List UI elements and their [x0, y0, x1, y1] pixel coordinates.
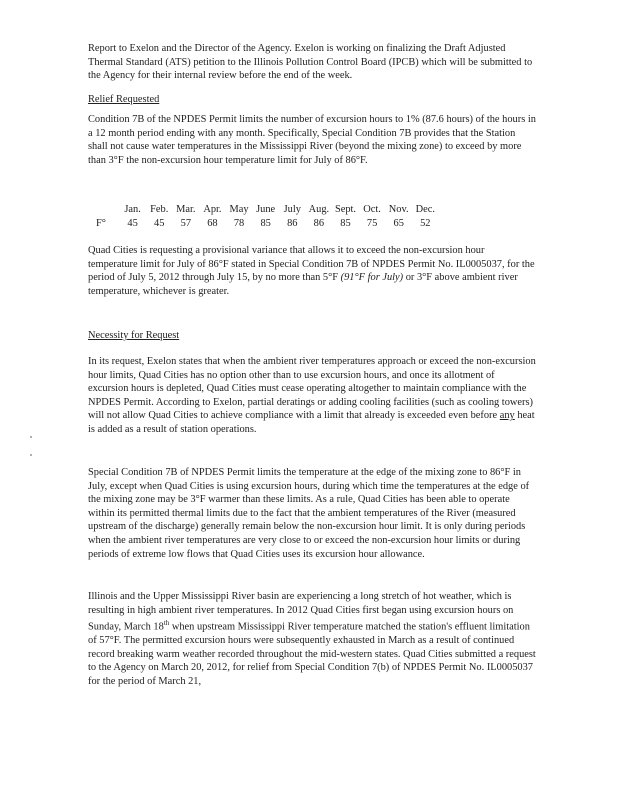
month-jan: Jan.	[124, 204, 141, 215]
necessity-p3-start: Illinois and the Upper Mississippi River basin are experiencing a long stretch of hot weather, which is resulting in high ambient river temperatures. In 2012 Quad Cities first began using excursion hours on Sunday, March 18	[88, 591, 514, 633]
month-june: June	[256, 204, 276, 215]
necessity-p3-superscript: th	[163, 619, 170, 628]
month-may: May	[229, 204, 249, 215]
temp-aug: 86	[313, 218, 325, 229]
relief-requested-heading: Relief Requested	[88, 94, 160, 105]
necessity-p1-underline: any	[499, 410, 515, 422]
necessity-p1-start: In its request, Exelon states that when the ambient river temperatures approach or exceed the non-excursion hour limits, Quad Cities has no option other than to use excursion hours, and once its allotment of excursion hours is depleted, Quad Cities must cease operating altogether to maintain compliance with the NPDES Permit. According to Exelon, partial deratings or adding cooling facilities (such as cooling towers) will not allow Quad Cities to achieve compliance with a limit that already is exceeded even before	[88, 356, 536, 422]
relief-paragraph-condition-7b: Condition 7B of the NPDES Permit limits the number of excursion hours to 1% (87.6 hours) of the hours in a 12 month period ending with any month. Specifically, Special Condition 7B provides that the Station shall not cause water temperatures in the Mississippi River (beyond the mixing zone) to exceed by more than 3°F the non-excursion hour temperature limit for July of 86°F.	[88, 114, 536, 166]
temperature-row	[96, 218, 437, 229]
temp-jan: 45	[127, 218, 138, 229]
necessity-paragraph-1	[88, 355, 536, 437]
temp-feb: 45	[154, 218, 165, 229]
necessity-heading: Necessity for Request	[88, 330, 180, 341]
month-oct: Oct.	[363, 204, 381, 215]
temp-june: 85	[260, 218, 271, 229]
necessity-paragraph-3	[88, 590, 536, 689]
month-feb: Feb.	[150, 204, 169, 215]
temp-oct: 75	[366, 218, 378, 229]
necessity-p1-end: heat is added as a result of station operations.	[88, 410, 535, 435]
month-header-row	[96, 204, 437, 215]
month-nov: Nov.	[388, 204, 409, 215]
temp-dec: 52	[420, 218, 431, 229]
temp-may: 78	[233, 218, 245, 229]
temperature-unit-label: F°	[96, 218, 106, 229]
temp-mar: 57	[180, 218, 192, 229]
variance-text-italic: (91°F for July)	[340, 272, 404, 284]
variance-text-start: Quad Cities is requesting a provisional variance that allows it to exceed the non-excursion hour temperature limit for July of 86°F stated in Special Condition 7B of NPDES Permit No. IL0005037, for the period of July 5, 2012 through July 15, by no more than 5°F	[88, 245, 535, 284]
month-sept: Sept.	[334, 204, 357, 215]
month-apr: Apr.	[203, 204, 222, 215]
temp-apr: 68	[207, 218, 218, 229]
intro-paragraph: Report to Exelon and the Director of the Agency. Exelon is working on finalizing the Draft Adjusted Thermal Standard (ATS) petition to the Illinois Pollution Control Board (IPCB) which will be submitted to the Agency for their internal review before the end of the week.	[88, 43, 533, 82]
temp-sept: 85	[340, 218, 351, 229]
variance-text-end: or 3°F above ambient river temperature, whichever is greater.	[88, 272, 518, 297]
relief-paragraph-variance	[88, 244, 536, 298]
temp-july: 86	[287, 218, 298, 229]
month-dec: Dec.	[415, 204, 435, 215]
month-aug: Aug.	[308, 204, 330, 215]
necessity-p3-end: when upstream Mississippi River temperature matched the station's effluent limitation of 57°F. The permitted excursion hours were subsequently exhausted in March as a result of continued record breaking warm weather recorded throughout the mid-western states. Quad Cities submitted a request to the Agency on March 20, 2012, for relief from Special Condition 7(b) of NPDES Permit No. IL0005037 for the period of March 21,	[88, 621, 536, 688]
month-july: July	[283, 204, 301, 215]
necessity-paragraph-2: Special Condition 7B of NPDES Permit limits the temperature at the edge of the mixing zone to 86°F in July, except when Quad Cities is using excursion hours, during which time the temperatures at the edge of the mixing zone may be 3°F warmer than these limits. As a rule, Quad Cities has been able to operate within its permitted thermal limits due to the fact that the ambient temperatures of the River (measured upstream of the discharge) generally remain below the non-excursion hour limit. It is only during periods when the ambient river temperatures are very close to or exceed the non-excursion hour limits or during periods of extreme low flows that Quad Cities uses its excursion hour allowance.	[88, 467, 530, 560]
margin-speck	[30, 454, 32, 456]
month-mar: Mar.	[176, 204, 196, 215]
margin-speck	[30, 436, 32, 438]
temp-nov: 65	[393, 218, 404, 229]
